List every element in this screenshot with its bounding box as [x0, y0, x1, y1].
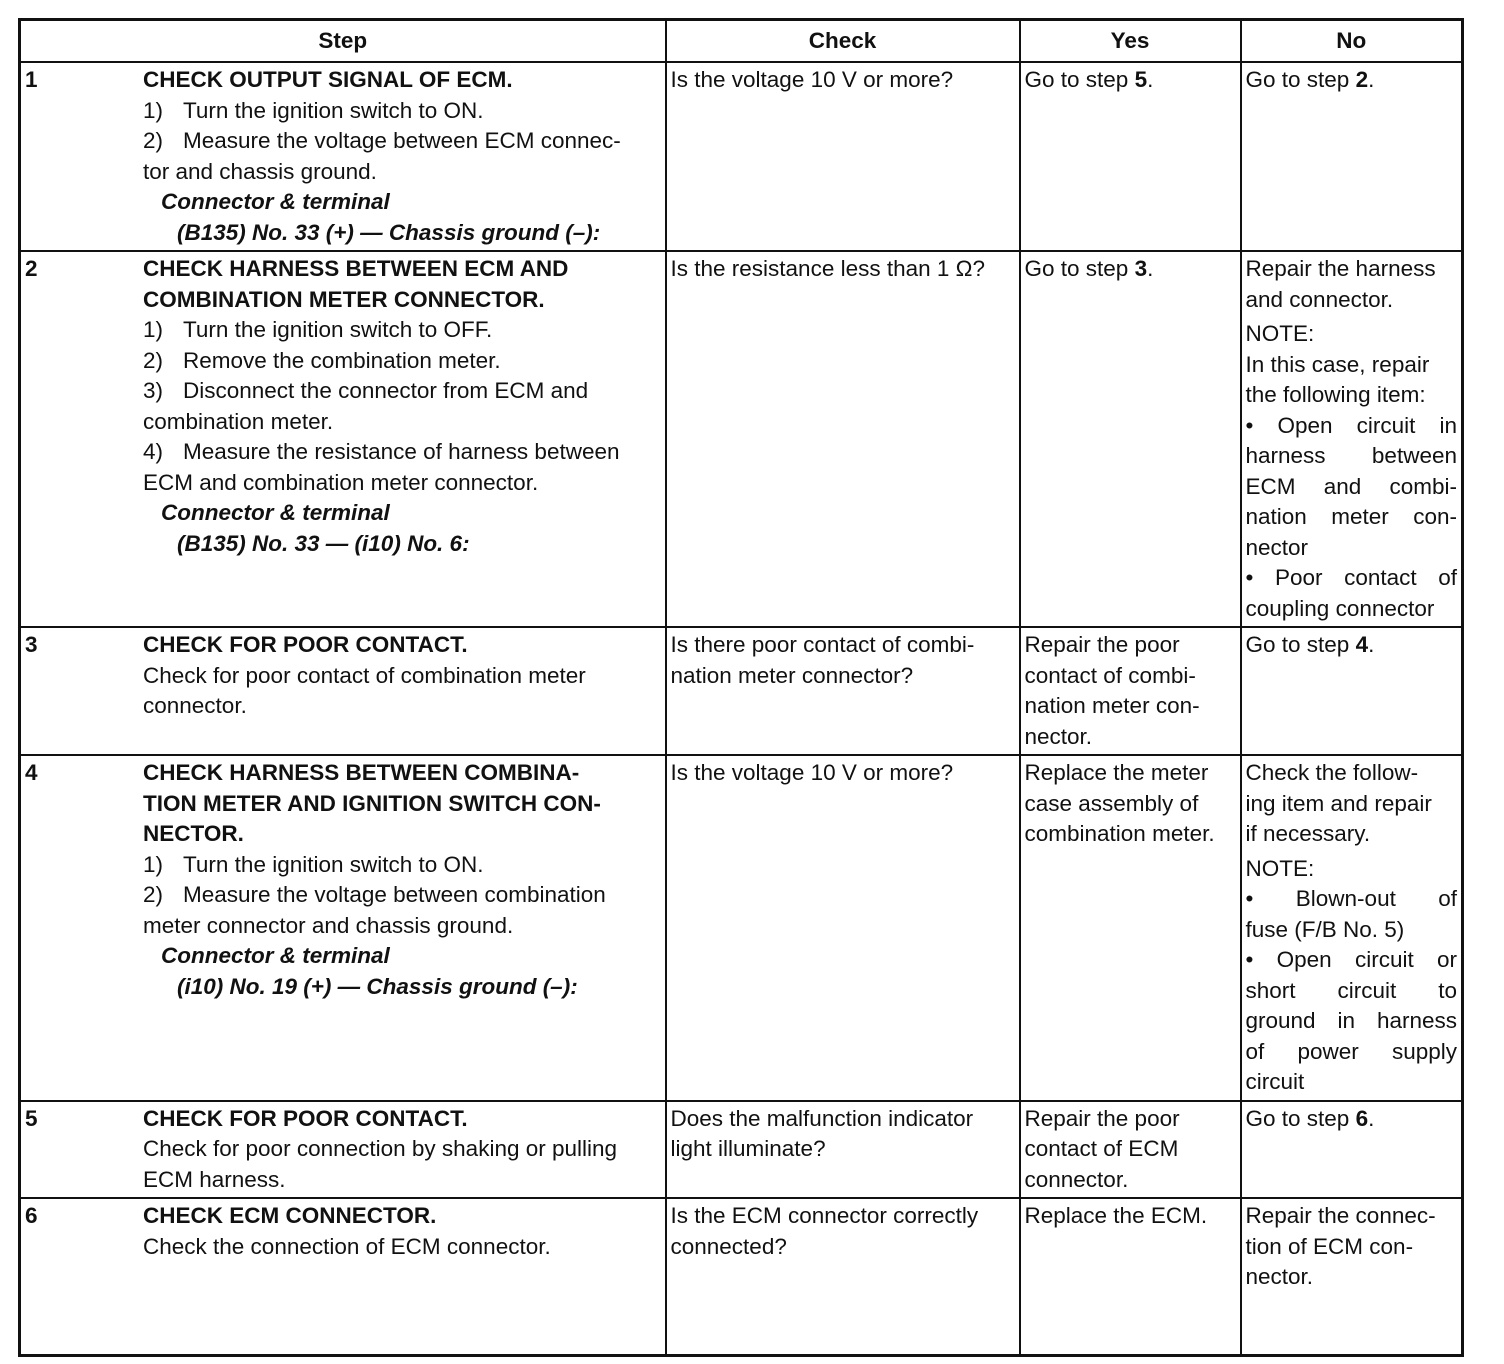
yes-cell: [1020, 62, 1241, 251]
bullet-line: coupling connector: [1245, 595, 1435, 621]
yes-step: 5: [1134, 67, 1148, 92]
connector-label: Connector & terminal: [161, 500, 390, 525]
step-cell: [20, 1198, 666, 1355]
no-cell: [1241, 755, 1463, 1101]
yes-line: nector.: [1024, 723, 1093, 749]
step-title: CHECK FOR POOR CONTACT.: [143, 632, 468, 657]
table-row: [20, 1198, 1463, 1355]
no-cell: [1241, 1198, 1463, 1355]
yes-text: Go to step: [1024, 256, 1135, 281]
item-text: Measure the resistance of harness between: [183, 439, 620, 464]
no-text: Go to step: [1245, 632, 1356, 657]
step-number: 1: [25, 67, 38, 92]
header-check: Check: [666, 20, 1020, 63]
bullet-line: • Open circuit or: [1245, 947, 1457, 972]
bullet-line: short circuit to: [1245, 977, 1457, 1003]
item-number: 2): [143, 347, 164, 373]
step-text: Check for poor connection by shaking or pulling: [143, 1136, 618, 1161]
check-line: Is the ECM connector correctly: [670, 1203, 979, 1228]
yes-line: Repair the poor: [1024, 632, 1180, 657]
connector-label: Connector & terminal: [161, 943, 390, 968]
step-number: 4: [25, 760, 38, 785]
item-text-cont: tor and chassis ground.: [143, 158, 377, 184]
step-text: connector.: [143, 693, 247, 718]
item-text: Measure the voltage between ECM connec-: [183, 128, 621, 153]
step-number: 2: [25, 256, 38, 281]
item-text-cont: ECM and combination meter connector.: [143, 469, 539, 495]
diagnostic-table: [18, 18, 1464, 1357]
step-title-cont: NECTOR.: [143, 821, 244, 846]
check-line: Is there poor contact of combi-: [670, 632, 975, 657]
step-title: CHECK OUTPUT SIGNAL OF ECM.: [143, 67, 513, 92]
item-text: Disconnect the connector from ECM and: [183, 378, 589, 403]
header-row: [20, 20, 1463, 63]
step-cell: [20, 755, 666, 1101]
no-line: ing item and repair: [1245, 790, 1432, 816]
yes-line: combination meter.: [1024, 821, 1215, 846]
no-line: tion of ECM con-: [1245, 1233, 1414, 1259]
note-line: In this case, repair: [1245, 351, 1430, 377]
yes-text: Go to step: [1024, 67, 1135, 92]
yes-line: Replace the meter: [1024, 760, 1209, 785]
yes-suffix: .: [1147, 256, 1154, 281]
check-cell: [666, 627, 1020, 755]
item-number: 2): [143, 128, 164, 153]
header-no: No: [1241, 20, 1463, 63]
bullet-line: circuit: [1245, 1069, 1305, 1094]
no-cell: [1241, 62, 1463, 251]
yes-line: contact of combi-: [1024, 662, 1196, 688]
step-title: CHECK HARNESS BETWEEN ECM AND: [143, 256, 569, 281]
step-cell: [20, 1101, 666, 1199]
no-step: 2: [1355, 67, 1369, 92]
no-cell: [1241, 1101, 1463, 1199]
no-line: Repair the connec-: [1245, 1203, 1436, 1228]
bullet-line: • Blown-out of: [1245, 886, 1457, 911]
item-text: Remove the combination meter.: [183, 347, 501, 373]
bullet-line: • Poor contact of: [1245, 565, 1457, 590]
note-label: NOTE:: [1245, 321, 1315, 346]
bullet-line: ground in harness: [1245, 1008, 1457, 1033]
bullet-line: ECM and combi-: [1245, 473, 1457, 499]
no-suffix: .: [1368, 1105, 1375, 1131]
table-row: [20, 755, 1463, 1101]
step-title-cont: TION METER AND IGNITION SWITCH CON-: [143, 790, 601, 816]
item-text: Turn the ignition switch to ON.: [183, 851, 484, 877]
no-line: and connector.: [1245, 286, 1394, 312]
step-text: ECM harness.: [143, 1166, 286, 1192]
no-suffix: .: [1368, 67, 1375, 92]
yes-step: 3: [1134, 256, 1148, 281]
item-number: 4): [143, 439, 164, 464]
item-number: 3): [143, 378, 164, 403]
yes-cell: [1020, 755, 1241, 1101]
yes-line: nation meter con-: [1024, 693, 1200, 718]
no-line: Check the follow-: [1245, 760, 1419, 785]
yes-line: Replace the ECM.: [1024, 1203, 1208, 1228]
item-number: 1): [143, 317, 164, 342]
no-cell: [1241, 627, 1463, 755]
table-row: [20, 62, 1463, 251]
step-cell: [20, 627, 666, 755]
no-line: if necessary.: [1245, 821, 1371, 846]
yes-cell: [1020, 1198, 1241, 1355]
bullet-line: fuse (F/B No. 5): [1245, 916, 1405, 942]
step-title: CHECK HARNESS BETWEEN COMBINA-: [143, 760, 580, 785]
no-line: nector.: [1245, 1264, 1314, 1289]
no-line: Repair the harness: [1245, 256, 1436, 281]
step-number: 6: [25, 1203, 38, 1228]
step-cell: [20, 251, 666, 627]
item-text: Measure the voltage between combination: [183, 882, 606, 907]
bullet-line: nector: [1245, 534, 1309, 560]
step-title: CHECK FOR POOR CONTACT.: [143, 1105, 468, 1131]
note-label: NOTE:: [1245, 855, 1315, 881]
yes-line: contact of ECM: [1024, 1136, 1179, 1161]
check-cell: Is the voltage 10 V or more?: [666, 755, 1020, 1101]
yes-line: Repair the poor: [1024, 1105, 1180, 1131]
check-cell: [666, 1198, 1020, 1355]
yes-line: connector.: [1024, 1166, 1129, 1192]
step-title-cont: COMBINATION METER CONNECTOR.: [143, 286, 545, 312]
item-number: 2): [143, 882, 164, 907]
no-text: Go to step: [1245, 1105, 1356, 1131]
table-row: [20, 627, 1463, 755]
yes-cell: [1020, 627, 1241, 755]
table-row: [20, 251, 1463, 627]
table-row: [20, 1101, 1463, 1199]
bullet-line: of power supply: [1245, 1038, 1457, 1064]
yes-cell: [1020, 1101, 1241, 1199]
item-number: 1): [143, 97, 164, 123]
check-cell: [666, 1101, 1020, 1199]
header-yes: Yes: [1020, 20, 1241, 63]
no-text: Go to step: [1245, 67, 1356, 92]
note-line: the following item:: [1245, 382, 1426, 407]
yes-cell: [1020, 251, 1241, 627]
check-line: nation meter connector?: [670, 662, 914, 688]
connector-value: (B135) No. 33 (+) — Chassis ground (–):: [177, 219, 601, 245]
check-cell: Is the voltage 10 V or more?: [666, 62, 1020, 251]
yes-suffix: .: [1147, 67, 1154, 92]
step-text: Check for poor contact of combination meter: [143, 662, 586, 688]
check-line: connected?: [670, 1233, 787, 1259]
step-text: Check the connection of ECM connector.: [143, 1233, 551, 1259]
bullet-line: nation meter con-: [1245, 504, 1457, 529]
item-text-cont: meter connector and chassis ground.: [143, 912, 514, 938]
step-title: CHECK ECM CONNECTOR.: [143, 1203, 437, 1228]
check-cell: Is the resistance less than 1 Ω?: [666, 251, 1020, 627]
yes-line: case assembly of: [1024, 790, 1199, 816]
connector-label: Connector & terminal: [161, 189, 390, 214]
connector-value: (B135) No. 33 — (i10) No. 6:: [177, 530, 470, 556]
check-line: Does the malfunction indicator: [670, 1105, 974, 1131]
no-cell: [1241, 251, 1463, 627]
no-step: 4: [1355, 632, 1369, 657]
item-text: Turn the ignition switch to ON.: [183, 97, 484, 123]
check-line: light illuminate?: [670, 1136, 826, 1161]
step-cell: [20, 62, 666, 251]
item-number: 1): [143, 851, 164, 877]
bullet-line: harness between: [1245, 443, 1457, 468]
bullet-line: • Open circuit in: [1245, 412, 1457, 438]
step-number: 3: [25, 632, 38, 657]
connector-value: (i10) No. 19 (+) — Chassis ground (–):: [177, 973, 578, 999]
no-suffix: .: [1368, 632, 1375, 657]
header-step: Step: [20, 20, 666, 63]
step-number: 5: [25, 1105, 38, 1131]
item-text-cont: combination meter.: [143, 408, 334, 434]
item-text: Turn the ignition switch to OFF.: [183, 317, 493, 342]
no-step: 6: [1355, 1105, 1369, 1131]
